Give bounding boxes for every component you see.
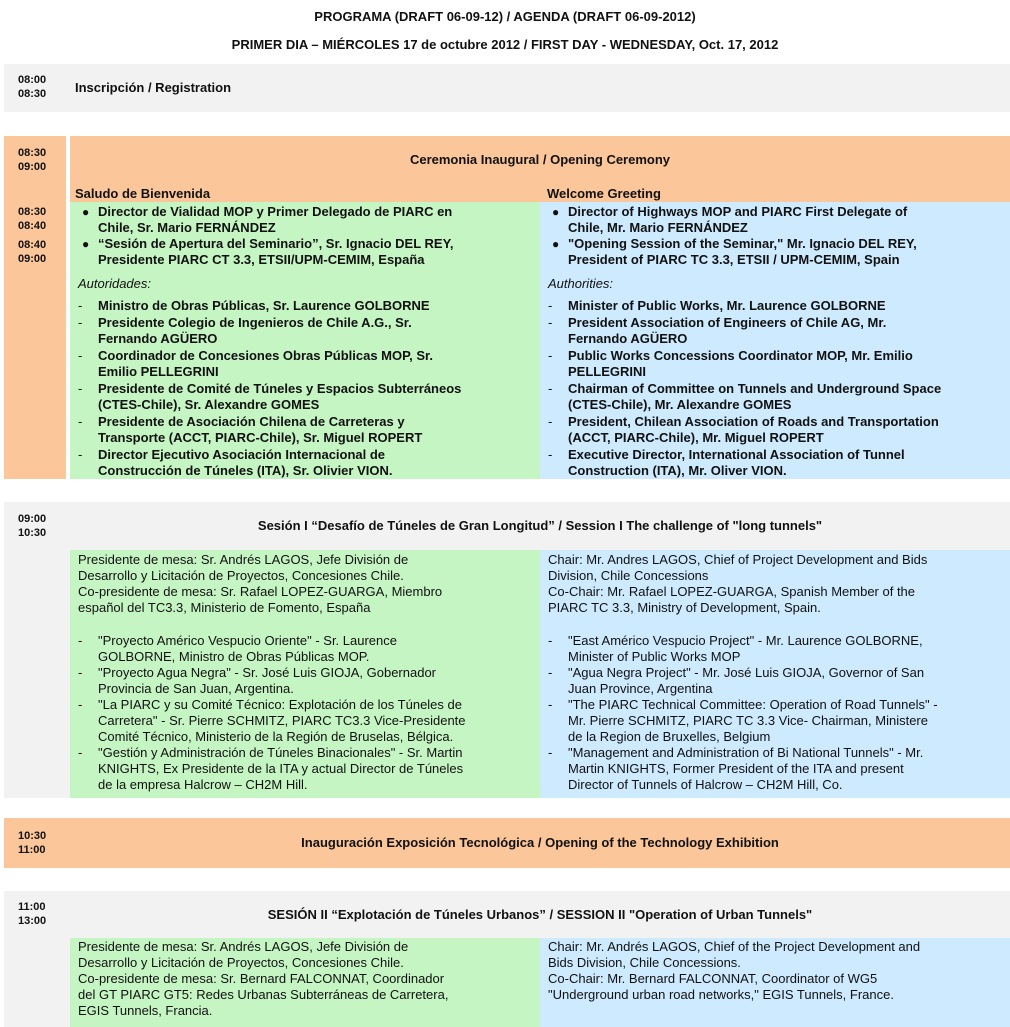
talk-en-4-line-1: "Management and Administration of Bi National Tunnels" - Mr.	[568, 745, 924, 760]
authority-es-3-line-1: Coordinador de Concesiones Obras Públicas MOP, Sr.	[98, 348, 433, 363]
dash-marker: -	[78, 447, 83, 462]
authority-en-6-line-2: Construction (ITA), Mr. Oliver VION.	[568, 463, 787, 478]
welcome-item-es-1-line-2: Chile, Sr. Mario FERNÁNDEZ	[98, 220, 276, 235]
authority-en-3-line-2: PELLEGRINI	[568, 364, 647, 379]
session-1-block	[4, 502, 1010, 798]
dash-marker: -	[78, 348, 83, 363]
session-1-chair-es-line-2: Desarrollo y Licitación de Proyectos, Concesiones Chile.	[78, 568, 404, 583]
opening-ceremony-block	[4, 136, 1010, 479]
exhibition-title: Inauguración Exposición Tecnológica / Opening of the Technology Exhibition	[301, 835, 779, 850]
talk-es-3-line-2: Carretera" - Sr. Pierre SCHMITZ, PIARC TC3.3 Vice-Presidente	[98, 713, 466, 728]
authority-es-4-line-2: (CTES-Chile), Sr. Alexandre GOMES	[98, 397, 320, 412]
authority-en-1-line-1: Minister of Public Works, Mr. Laurence GOLBORNE	[568, 298, 886, 313]
registration-end-time: 08:30	[18, 88, 47, 100]
bullet-icon: ●	[552, 205, 560, 219]
first-day-heading: PRIMER DIA – MIÉRCOLES 17 de octubre 2012 / FIRST DAY - WEDNESDAY, Oct. 17, 2012	[231, 37, 779, 52]
talk-es-2-line-2: Provincia de San Juan, Argentina.	[98, 681, 294, 696]
session-2-chair-es-line-1: Presidente de mesa: Sr. Andrés LAGOS, Jefe División de	[78, 939, 409, 954]
authority-es-6-line-1: Director Ejecutivo Asociación Internacional de	[98, 447, 386, 462]
talk-es-1-line-1: "Proyecto Américo Vespucio Oriente" - Sr. Laurence	[98, 633, 397, 648]
talk-es-2-line-1: "Proyecto Agua Negra" - Sr. José Luis GIOJA, Gobernador	[98, 665, 437, 680]
talk-es-4-line-1: "Gestión y Administración de Túneles Binacionales" - Sr. Martin	[98, 745, 463, 760]
dash-marker: -	[548, 381, 553, 396]
session-2-spanish-panel	[70, 938, 540, 1027]
talk-en-3-line-1: "The PIARC Technical Committee: Operation of Road Tunnels" -	[568, 697, 938, 712]
session-2-chair-es-line-5: EGIS Tunnels, Francia.	[78, 1003, 213, 1018]
talk-en-4-line-2: Martin KNIGHTS, Former President of the ITA and present	[568, 761, 904, 776]
talk-en-4-line-3: Director of Tunnels of Halcrow – CH2M Hill, Co.	[568, 777, 843, 792]
dash-marker: -	[78, 315, 83, 330]
welcome-heading-en: Welcome Greeting	[547, 186, 661, 201]
welcome-time-1: 08:30	[18, 206, 47, 218]
talk-es-3-line-1: "La PIARC y su Comité Técnico: Explotación de los Túneles de	[98, 697, 462, 712]
authority-es-6-line-2: Construcción de Túneles (ITA), Sr. Olivier VION.	[98, 463, 393, 478]
dash-marker: -	[78, 298, 83, 313]
talk-en-2-line-2: Juan Province, Argentina	[568, 681, 713, 696]
talk-en-2-line-1: "Agua Negra Project" - Mr. José Luis GIOJA, Governor of San	[568, 665, 925, 680]
authorities-label-es: Autoridades:	[78, 276, 151, 291]
authority-es-2-line-2: Fernando AGÜERO	[98, 331, 218, 346]
authority-es-3-line-2: Emilio PELLEGRINI	[98, 364, 219, 379]
authority-en-6-line-1: Executive Director, International Association of Tunnel	[568, 447, 905, 462]
ceremony-spanish-panel	[70, 202, 540, 479]
dash-marker: -	[548, 633, 553, 648]
ceremony-time-column	[4, 136, 66, 479]
session-1-english-panel	[540, 550, 1010, 798]
registration-start-time: 08:00	[18, 74, 47, 86]
authority-es-1-line-1: Ministro de Obras Públicas, Sr. Laurence GOLBORNE	[98, 298, 430, 313]
exhibition-end-time: 11:00	[18, 844, 46, 856]
ceremony-start-time: 08:30	[18, 147, 47, 159]
session-2-chair-en-line-3: Co-Chair: Mr. Bernard FALCONNAT, Coordinator of WG5	[548, 971, 878, 986]
welcome-item-es-2-line-2: Presidente PIARC CT 3.3, ETSII/UPM-CEMIM, España	[98, 252, 425, 267]
ceremony-header-band	[70, 136, 1010, 202]
authority-en-4-line-2: (CTES-Chile), Mr. Alexandre GOMES	[568, 397, 792, 412]
talk-es-1-line-2: GOLBORNE, Ministro de Obras Públicas MOP.	[98, 649, 370, 664]
bullet-icon: ●	[82, 237, 90, 251]
welcome-time-2: 08:40	[18, 220, 47, 232]
dash-marker: -	[548, 665, 553, 680]
dash-marker: -	[78, 745, 83, 760]
dash-marker: -	[548, 414, 553, 429]
authority-en-5-line-2: (ACCT, PIARC-Chile), Mr. Miguel ROPERT	[568, 430, 824, 445]
session-2-chair-es-line-3: Co-presidente de mesa: Sr. Bernard FALCONNAT, Coordinador	[78, 971, 445, 986]
session-2-chair-en-line-4: "Underground urban road networks," EGIS Tunnels, France.	[548, 987, 894, 1002]
talk-es-4-line-3: de la empresa Halcrow – CH2M Hill.	[98, 777, 308, 792]
dash-marker: -	[78, 381, 83, 396]
registration-block	[4, 64, 1010, 112]
dash-marker: -	[548, 697, 553, 712]
exhibition-block	[4, 818, 1010, 868]
session-1-spanish-panel	[70, 550, 540, 798]
session-2-chair-en-line-1: Chair: Mr. Andrés LAGOS, Chief of the Project Development and	[548, 939, 921, 954]
authority-en-2-line-1: President Association of Engineers of Chile AG, Mr.	[568, 315, 887, 330]
authority-en-2-line-2: Fernando AGÜERO	[568, 331, 688, 346]
welcome-item-es-1-line-1: Director de Vialidad MOP y Primer Delegado de PIARC en	[98, 204, 453, 219]
ceremony-end-time: 09:00	[18, 161, 47, 173]
authority-es-4-line-1: Presidente de Comité de Túneles y Espacios Subterráneos	[98, 381, 462, 396]
session-1-title: Sesión I “Desafío de Túneles de Gran Longitud” / Session I The challenge of "long tunnels"	[257, 518, 823, 533]
talk-es-4-line-2: KNIGHTS, Ex Presidente de la ITA y actual Director de Túneles	[98, 761, 464, 776]
ceremony-title: Ceremonia Inaugural / Opening Ceremony	[409, 152, 671, 167]
welcome-time-4: 09:00	[18, 253, 47, 265]
welcome-item-es-2-line-1: “Sesión de Apertura del Seminario”, Sr. Ignacio DEL REY,	[98, 236, 454, 251]
authority-es-5-line-2: Transporte (ACCT, PIARC-Chile), Sr. Miguel ROPERT	[98, 430, 423, 445]
talk-en-3-line-2: Mr. Pierre SCHMITZ, PIARC TC 3.3 Vice- Chairman, Ministere	[568, 713, 928, 728]
session-2-chair-en-line-2: Bids Division, Chile Concessions.	[548, 955, 741, 970]
session-2-chair-es-line-2: Desarrollo y Licitación de Proyectos, Concesiones Chile.	[78, 955, 404, 970]
welcome-heading-es: Saludo de Bienvenida	[75, 186, 211, 201]
agenda-title: PROGRAMA (DRAFT 06-09-12) / AGENDA (DRAFT 06-09-2012)	[314, 9, 696, 24]
dash-marker: -	[78, 665, 83, 680]
talk-es-3-line-3: Comité Técnico, Ministerio de la Región de Bruselas, Bélgica.	[98, 729, 454, 744]
session-1-chair-es-line-4: español del TC3.3, Ministerio de Fomento, España	[78, 600, 371, 615]
bullet-icon: ●	[82, 205, 90, 219]
ceremony-english-panel	[540, 202, 1010, 479]
welcome-item-en-2-line-1: "Opening Session of the Seminar," Mr. Ignacio DEL REY,	[568, 236, 917, 251]
dash-marker: -	[548, 298, 553, 313]
authority-en-5-line-1: President, Chilean Association of Roads and Transportation	[568, 414, 939, 429]
talk-en-3-line-3: de la Region de Bruxelles, Belgium	[568, 729, 771, 744]
authority-es-5-line-1: Presidente de Asociación Chilena de Carreteras y	[98, 414, 405, 429]
dash-marker: -	[548, 745, 553, 760]
talk-en-1-line-1: "East Américo Vespucio Project" - Mr. Laurence GOLBORNE,	[568, 633, 923, 648]
registration-title: Inscripción / Registration	[75, 80, 232, 95]
talk-en-1-line-2: Minister of Public Works MOP	[568, 649, 741, 664]
session-1-end-time: 10:30	[18, 527, 47, 539]
exhibition-start-time: 10:30	[18, 830, 47, 842]
session-1-chair-en-line-1: Chair: Mr. Andres LAGOS, Chief of Project Development and Bids	[548, 552, 928, 567]
dash-marker: -	[78, 697, 83, 712]
welcome-item-en-2-line-2: President of PIARC TC 3.3, ETSII / UPM-CEMIM, Spain	[568, 252, 900, 267]
welcome-item-en-1-line-1: Director of Highways MOP and PIARC First Delegate of	[568, 204, 908, 219]
welcome-time-3: 08:40	[18, 239, 47, 251]
bullet-icon: ●	[552, 237, 560, 251]
authority-es-2-line-1: Presidente Colegio de Ingenieros de Chile A.G., Sr.	[98, 315, 412, 330]
session-1-chair-en-line-4: PIARC TC 3.3, Ministry of Development, Spain.	[548, 600, 821, 615]
dash-marker: -	[78, 633, 83, 648]
session-1-chair-es-line-3: Co-presidente de mesa: Sr. Rafael LOPEZ-GUARGA, Miembro	[78, 584, 443, 599]
authority-en-3-line-1: Public Works Concessions Coordinator MOP, Mr. Emilio	[568, 348, 913, 363]
session-2-start-time: 11:00	[18, 901, 46, 913]
session-1-chair-en-line-3: Co-Chair: Mr. Rafael LOPEZ-GUARGA, Spanish Member of the	[548, 584, 916, 599]
session-1-chair-en-line-2: Division, Chile Concessions	[548, 568, 709, 583]
welcome-item-en-1-line-2: Chile, Mr. Mario FERNÁNDEZ	[568, 220, 748, 235]
session-1-start-time: 09:00	[18, 513, 47, 525]
session-2-chair-es-line-4: del GT PIARC GT5: Redes Urbanas Subterráneas de Carretera,	[78, 987, 449, 1002]
dash-marker: -	[548, 315, 553, 330]
dash-marker: -	[548, 447, 553, 462]
dash-marker: -	[548, 348, 553, 363]
authority-en-4-line-1: Chairman of Committee on Tunnels and Underground Space	[568, 381, 942, 396]
session-2-english-panel	[540, 938, 1010, 1027]
session-1-chair-es-line-1: Presidente de mesa: Sr. Andrés LAGOS, Jefe División de	[78, 552, 409, 567]
session-2-block	[4, 891, 1010, 1027]
session-2-title: SESIÓN II “Explotación de Túneles Urbanos” / SESSION II "Operation of Urban Tunnels"	[267, 907, 813, 922]
authorities-label-en: Authorities:	[548, 276, 614, 291]
dash-marker: -	[78, 414, 83, 429]
session-2-end-time: 13:00	[18, 915, 47, 927]
